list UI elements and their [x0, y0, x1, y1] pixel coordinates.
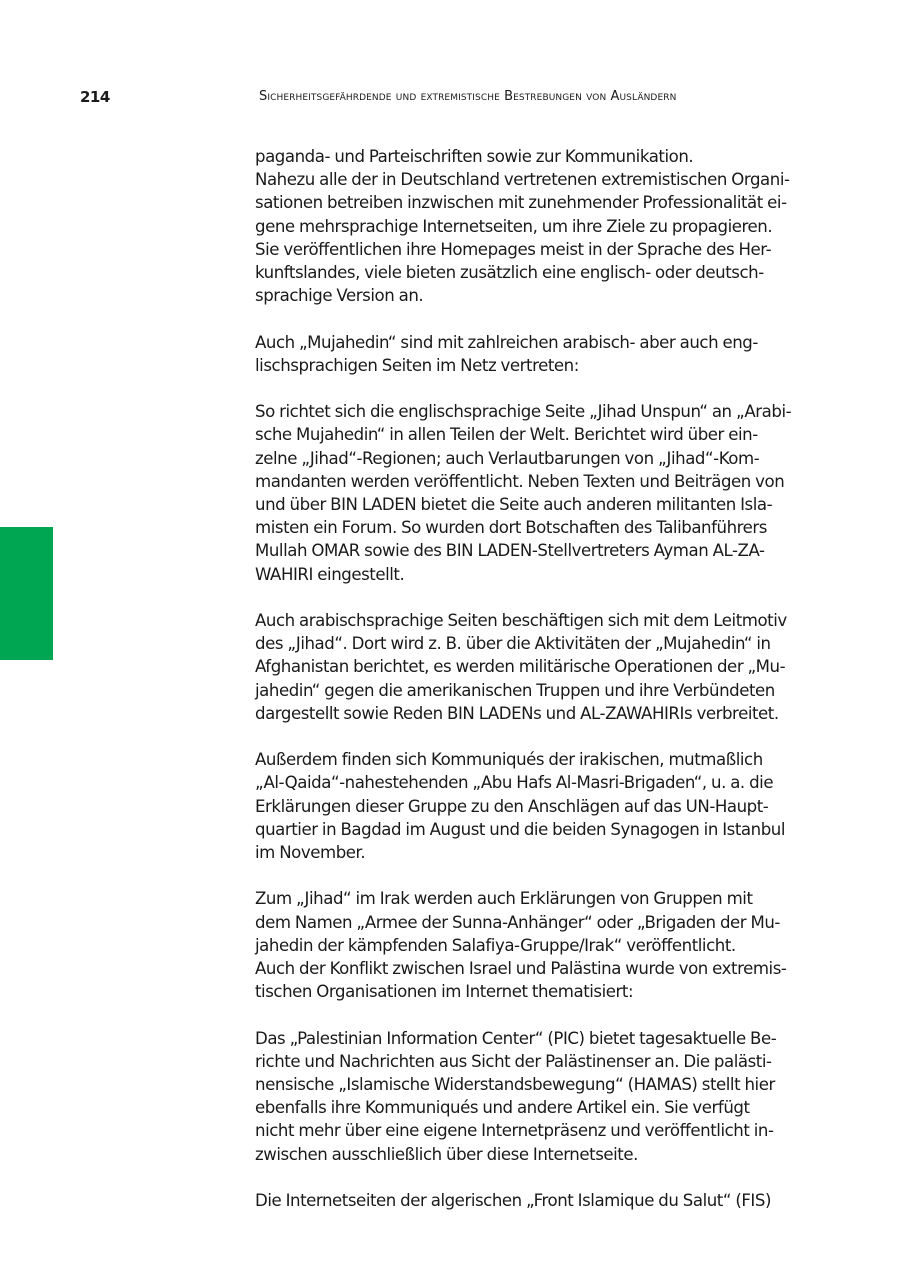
text-line: gene mehrsprachige Internetseiten, um ihre Ziele zu propagieren. [255, 216, 773, 236]
paragraph [255, 748, 820, 864]
text-line: lischsprachigen Seiten im Netz vertreten: [255, 355, 579, 375]
text-line: Außerdem finden sich Kommuniqués der irakischen, mutmaßlich [255, 750, 763, 770]
paragraph [255, 609, 820, 725]
text-line: sche Mujahedin“ in allen Teilen der Welt. Berichtet wird über ein- [255, 425, 758, 445]
text-line: sprachige Version an. [255, 286, 424, 306]
text-line: misten ein Forum. So wurden dort Botschaften des Talibanführers [255, 518, 767, 538]
paragraph [255, 1027, 820, 1166]
text-line: WAHIRI eingestellt. [255, 564, 405, 584]
text-line: des „Jihad“. Dort wird z. B. über die Aktivitäten der „Mujahedin“ in [255, 634, 771, 654]
paragraph [255, 331, 820, 377]
text-line: Das „Palestinian Information Center“ (PIC) bietet tagesaktuelle Be- [255, 1028, 777, 1048]
text-line: zwischen ausschließlich über diese Internetseite. [255, 1144, 638, 1164]
text-line: tischen Organisationen im Internet thematisiert: [255, 982, 634, 1002]
text-line: Mullah OMAR sowie des BIN LADEN-Stellvertreters Ayman AL-ZA- [255, 541, 765, 561]
text-line: kunftslandes, viele bieten zusätzlich eine englisch- oder deutsch- [255, 263, 764, 283]
text-line: Zum „Jihad“ im Irak werden auch Erklärungen von Gruppen mit [255, 889, 753, 909]
text-line: nicht mehr über eine eigene Internetpräsenz und veröffentlicht in- [255, 1121, 774, 1141]
text-line: So richtet sich die englischsprachige Seite „Jihad Unspun“ an „Arabi- [255, 402, 792, 422]
text-line: Erklärungen dieser Gruppe zu den Anschlägen auf das UN-Haupt- [255, 796, 769, 816]
text-line: Auch „Mujahedin“ sind mit zahlreichen arabisch- aber auch eng- [255, 332, 758, 352]
paragraph [255, 145, 820, 307]
page-number: 214 [80, 88, 110, 106]
text-line: zelne „Jihad“-Regionen; auch Verlautbarungen von „Jihad“-Kom- [255, 448, 760, 468]
paragraph [255, 1189, 820, 1212]
text-line: Afghanistan berichtet, es werden militärische Operationen der „Mu- [255, 657, 786, 677]
chapter-tab-marker [0, 527, 53, 660]
text-line: dem Namen „Armee der Sunna-Anhänger“ oder „Brigaden der Mu- [255, 912, 780, 932]
text-line: Die Internetseiten der algerischen „Front Islamique du Salut“ (FIS) [255, 1191, 771, 1211]
paragraph [255, 400, 820, 586]
text-line: dargestellt sowie Reden BIN LADENs und AL-ZAWAHIRIs verbreitet. [255, 703, 779, 723]
text-line: quartier in Bagdad im August und die beiden Synagogen in Istanbul [255, 819, 786, 839]
paragraph [255, 887, 820, 1003]
text-line: paganda- und Parteischriften sowie zur Kommunikation. [255, 147, 694, 166]
text-line: jahedin“ gegen die amerikanischen Truppen und ihre Verbündeten [255, 680, 775, 700]
text-line: richte und Nachrichten aus Sicht der Palästinenser an. Die palästi- [255, 1051, 772, 1071]
text-line: ebenfalls ihre Kommuniqués und andere Artikel ein. Sie verfügt [255, 1098, 750, 1118]
text-line: und über BIN LADEN bietet die Seite auch anderen militanten Isla- [255, 495, 773, 515]
text-line: Auch arabischsprachige Seiten beschäftigen sich mit dem Leitmotiv [255, 611, 787, 631]
text-line: sationen betreiben inzwischen mit zunehmender Professionalität ei- [255, 193, 787, 213]
text-line: jahedin der kämpfenden Salafiya-Gruppe/Irak“ veröffentlicht. [255, 935, 736, 955]
text-line: Nahezu alle der in Deutschland vertretenen extremistischen Organi- [255, 170, 790, 190]
text-line: im November. [255, 843, 366, 863]
text-line: „Al-Qaida“-nahestehenden „Abu Hafs Al-Masri-Brigaden“, u. a. die [255, 773, 774, 793]
body-text [255, 145, 820, 1235]
text-line: mandanten werden veröffentlicht. Neben Texten und Beiträgen von [255, 471, 785, 491]
text-line: Auch der Konflikt zwischen Israel und Palästina wurde von extremis- [255, 959, 787, 979]
running-header: Sicherheitsgefährdende und extremistische Bestrebungen von Ausländern [259, 89, 677, 104]
text-line: nensische „Islamische Widerstandsbewegung“ (HAMAS) stellt hier [255, 1075, 775, 1095]
text-line: Sie veröffentlichen ihre Homepages meist in der Sprache des Her- [255, 239, 772, 259]
